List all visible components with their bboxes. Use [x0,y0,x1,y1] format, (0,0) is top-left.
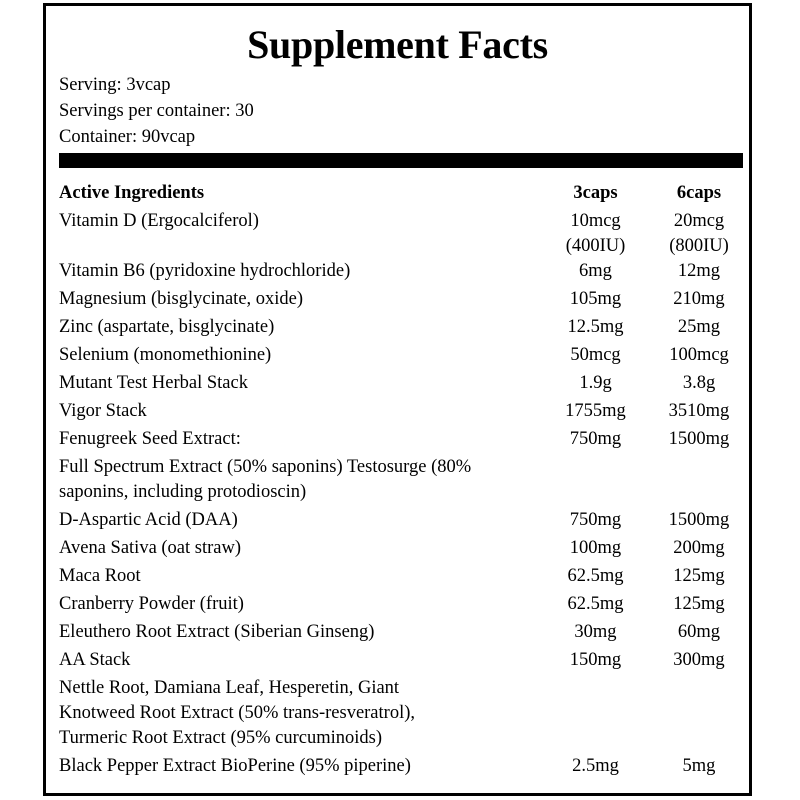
ingredient-name: Zinc (aspartate, bisglycinate) [59,317,275,337]
table-row [59,754,747,782]
table-row [59,620,747,648]
header-active-ingredients: Active Ingredients [59,183,205,203]
supplement-facts-panel [43,3,752,796]
container-size: Container: 90vcap [59,127,196,147]
amount-3caps: 30mg [574,622,617,642]
ingredient-name: Avena Sativa (oat straw) [59,538,242,558]
ingredients-table [59,181,747,782]
ingredient-name: Cranberry Powder (fruit) [59,594,244,614]
ingredient-name: Vitamin D (Ergocalciferol) [59,211,259,231]
table-row [59,209,747,259]
amount-6caps: 3.8g [682,373,716,393]
ingredient-name: Mutant Test Herbal Stack [59,373,248,393]
amount-3caps: 1755mg [565,401,626,421]
ingredient-name: Maca Root [59,566,141,586]
header-3caps: 3caps [573,183,618,203]
amount-3caps: 750mg [569,510,622,530]
ingredient-name: Magnesium (bisglycinate, oxide) [59,289,304,309]
amount-3caps: 2.5mg [572,756,619,776]
ingredient-name: Fenugreek Seed Extract: [59,429,241,449]
amount-6caps: 3510mg [668,401,730,421]
ingredient-name: Selenium (monomethionine) [59,345,272,365]
amount-3caps: 12.5mg [567,317,624,337]
ingredient-name: AA Stack [59,650,131,670]
amount-6caps: 210mg [673,289,725,309]
table-row [59,371,747,399]
amount-6caps: 20mcg (800IU) [669,211,729,256]
table-body [59,209,747,782]
amount-3caps: 1.9g [579,373,612,393]
amount-3caps: 150mg [569,650,622,670]
table-row [59,676,747,754]
amount-3caps: 10mcg (400IU) [565,211,626,256]
serving-info [59,72,254,150]
amount-6caps: 60mg [677,622,721,642]
amount-6caps: 12mg [677,261,721,281]
amount-3caps: 105mg [569,289,622,309]
amount-6caps: 1500mg [668,510,730,530]
header-6caps: 6caps [676,183,722,203]
serving-size: Serving: 3vcap [59,75,171,95]
table-row [59,259,747,287]
table-row [59,648,747,676]
amount-6caps: 125mg [673,566,725,586]
amount-6caps: 25mg [677,317,721,337]
table-row [59,287,747,315]
ingredient-name: D-Aspartic Acid (DAA) [59,510,238,530]
table-row [59,564,747,592]
amount-6caps: 100mcg [669,345,729,365]
amount-3caps: 100mg [569,538,622,558]
table-row [59,536,747,564]
ingredient-name: Full Spectrum Extract (50% saponins) Testosurge (80% saponins, including protodioscin) [59,457,472,502]
table-row [59,315,747,343]
amount-6caps: 1500mg [668,429,730,449]
page-title: Supplement Facts [247,22,548,67]
ingredient-name: Vigor Stack [59,401,147,421]
amount-3caps: 50mcg [570,345,621,365]
table-row [59,592,747,620]
amount-3caps: 6mg [579,261,612,281]
ingredient-name: Eleuthero Root Extract (Siberian Ginseng) [59,622,375,642]
divider-bar [59,153,743,168]
amount-3caps: 750mg [569,429,622,449]
amount-6caps: 125mg [673,594,725,614]
table-row [59,455,747,508]
amount-6caps: 300mg [673,650,725,670]
amount-3caps: 62.5mg [567,566,624,586]
amount-6caps: 5mg [682,756,716,776]
table-row [59,427,747,455]
ingredient-name: Vitamin B6 (pyridoxine hydrochloride) [59,261,351,281]
table-row [59,508,747,536]
table-row [59,343,747,371]
servings-per-container: Servings per container: 30 [59,101,254,121]
amount-3caps: 62.5mg [567,594,624,614]
amount-6caps: 200mg [673,538,725,558]
ingredient-name: Nettle Root, Damiana Leaf, Hesperetin, Giant Knotweed Root Extract (50% trans-resveratrol), Turmeric Root Extract (95% curcuminoids) [59,678,415,748]
table-header-row [59,181,747,209]
ingredient-name: Black Pepper Extract BioPerine (95% piperine) [59,756,411,776]
table-row [59,399,747,427]
